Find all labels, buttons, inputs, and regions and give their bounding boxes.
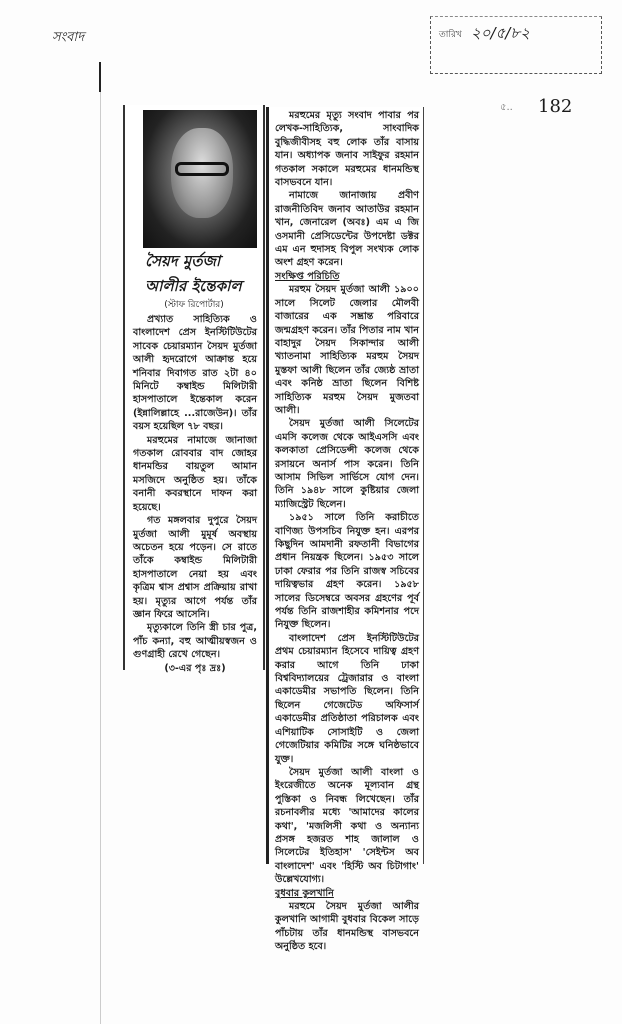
paragraph: মরহুম সৈয়দ মুর্তজা আলী ১৯০০ সালে সিলেট জেলার মৌলবী বাজারের এক সম্ভ্রান্ত পরিবারে জন্মগ্রহণ করেন। তাঁর পিতার নাম খান বাহাদুর সৈয়দ সিকান্দার আলী খ্যাতনামা সাহিত্যিক মরহুম সৈয়দ মুস্তফা আলী ছিলেন তাঁর জ্যেষ্ঠ ভ্রাতা এবং কনিষ্ঠ ভ্রাতা ছিলেন বিশিষ্ট সাহিত্যিক মরহুম সৈয়দ মুজতবা আলী। <box>275 284 419 416</box>
clipping-left-column <box>123 105 265 674</box>
paragraph: সৈয়দ মুর্তজা আলী বাংলা ও ইংরেজীতে অনেক মূল্যবান গ্রন্থ পুস্তিকা ও নিবন্ধ লিখেছেন। তাঁর রচনাবলীর মধ্যে 'আমাদের কালের কথা', 'মজলিসী কথা ও অন্যান্য প্রসঙ্গ হজরত শাহ জালাল ও সিলেটের ইতিহাস' 'সেইন্টস অব বাংলাদেশ' এবং 'হিস্টি অব চিটাগাং' উল্লেখযোগ্য। <box>275 766 419 886</box>
headline-line-1: সৈয়দ মুর্তজা <box>145 252 221 270</box>
paragraph: মরহুমের মৃত্যু সংবাদ পাবার পর লেখক-সাহিত্যিক, সাংবাদিক বুদ্ধিজীবীসহ বহু লোক তাঁর বাসায় যান। অধ্যাপক জনাব সাইফুর রহমান গতকাল সকালে মরহুমের ধানমন্ডিস্থ বাসভবনে যান। <box>275 110 419 189</box>
article-body-left <box>133 313 257 675</box>
paragraph: প্রখ্যাত সাহিত্যিক ও বাংলাদেশ প্রেস ইনস্টিটিউটের সাবেক চেয়ারম্যান সৈয়দ মুর্তজা আলী হৃদরোগে আক্রান্ত হয়ে শনিবার দিবাগত রাত ২টা ৪০ মিনিটে কম্বাইন্ড মিলিটারী হাসপাতালে ইন্তেকাল করেন (ইন্নালিল্লাহে ...রাজেউন)। তাঁর বয়স হয়েছিল ৭৮ বছর। <box>133 314 257 433</box>
clipping-right-column <box>266 107 424 953</box>
date-value: ২০/৫/৮২ <box>471 24 530 42</box>
paragraph: মৃত্যুকালে তিনি স্ত্রী চার পুত্র, পাঁচ কন্যা, বহু আত্মীয়স্বজন ও গুণগ্রাহী রেখে গেছেন। <box>133 622 257 661</box>
paragraph: মরহুমে সৈয়দ মুর্তজা আলীর কুলখানি আগামী বুধবার বিকেল সাড়ে পাঁচটায় তাঁর ধানমন্ডিস্থ বাসভবনে অনুষ্ঠিত হবে। <box>275 900 419 953</box>
continued-note: (৩-এর পৃঃ দ্রঃ) <box>164 662 226 674</box>
headline-line-2: আলীর ইন্তেকাল <box>145 277 242 295</box>
margin-line <box>99 62 101 92</box>
paragraph: ১৯৫১ সালে তিনি করাচীতে বাণিজ্য উপসচিব নিযুক্ত হন। এরপর কিছুদিন আমদানী রফতানী বিভাগের প্রধান নিয়ন্ত্রক ছিলেন। ১৯৫৩ সালে ঢাকা ফেরার পর তিনি রাজস্ব সচিবের দায়িত্বভার গ্রহণ করেন। ১৯৫৮ সালের ডিসেম্বরে অবসর গ্রহণের পূর্ব পর্যন্ত তিনি রাজশাহীর কমিশনার পদে নিযুক্ত ছিলেন। <box>275 512 419 631</box>
margin-line-faint <box>100 92 101 1024</box>
paragraph: মরহুমের নামাজে জানাজা গতকাল রোববার বাদ জোহর ধানমন্ডির বায়তুল আমান মসজিদে অনুষ্ঠিত হয়। তাঁকে বনানী কবরস্থানে দাফন করা হয়েছে। <box>133 434 257 513</box>
article-body-right <box>275 109 419 954</box>
newspaper-name: সংবাদ <box>52 30 85 45</box>
page-prefix: ৫.. <box>500 102 513 113</box>
date-label: তারিখ <box>439 30 462 40</box>
date-stamp-box <box>430 16 602 74</box>
byline: (স্টাফ রিপোর্টার) <box>164 300 224 310</box>
paragraph: সৈয়দ মুর্তজা আলী সিলেটের এমসি কলেজ থেকে আইএসসি এবং কলকাতা প্রেসিডেন্সী কলেজ থেকে রসায়নে অনার্স পাস করেন। তিনি আসাম সিভিল সার্ভিসে যোগ দেন। তিনি ১৯৪৮ সালে কুষ্টিয়ার জেলা ম্যাজিস্ট্রেট ছিলেন। <box>275 418 419 510</box>
paragraph: বাংলাদেশ প্রেস ইনস্টিটিউটের প্রথম চেয়ারম্যান হিসেবে দায়িত্ব গ্রহণ করার আগে তিনি ঢাকা বিশ্ববিদ্যালয়ের ট্রেজারার ও বাংলা একাডেমীর সভাপতি ছিলেন। তিনি ছিলেন গেজেটেড অফিসার্স একাডেমীর প্রতিষ্ঠাতা পরিচালক এবং এশিয়াটিক সোসাইটি ও জেলা গেজেটিয়ার কমিটির সঙ্গে ঘনিষ্ঠভাবে যুক্ত। <box>275 632 419 765</box>
subheading: সংক্ষিপ্ত পরিচিতি <box>275 270 340 282</box>
page-number: 182 <box>538 96 573 117</box>
subheading: বুধবার কুলখানি <box>275 887 334 899</box>
portrait-photo <box>143 110 257 248</box>
paragraph: নামাজে জানাজায় প্রবীণ রাজনীতিবিদ জনাব আতাউর রহমান খান, জেনারেল (অবঃ) এম এ জি ওসমানী প্রেসিডেন্টের উপদেষ্টা ডক্টর এম এন হুদাসহ বিপুল সংখ্যক লোক অংশ গ্রহণ করেন। <box>275 190 419 269</box>
paragraph: গত মঙ্গলবার দুপুরে সৈয়দ মুর্তজা আলী মুমূর্ষ অবস্থায় অচেতন হয়ে পড়েন। সে রাতে তাঁকে কম্বাইন্ড মিলিটারী হাসপাতালে নেয়া হয় এবং কৃত্রিম শ্বাস প্রশ্বাস প্রক্রিয়ায় রাখা হয়। মৃত্যুর আগে পর্যন্ত তাঁর জ্ঞান ফিরে আসেনি। <box>133 515 257 620</box>
